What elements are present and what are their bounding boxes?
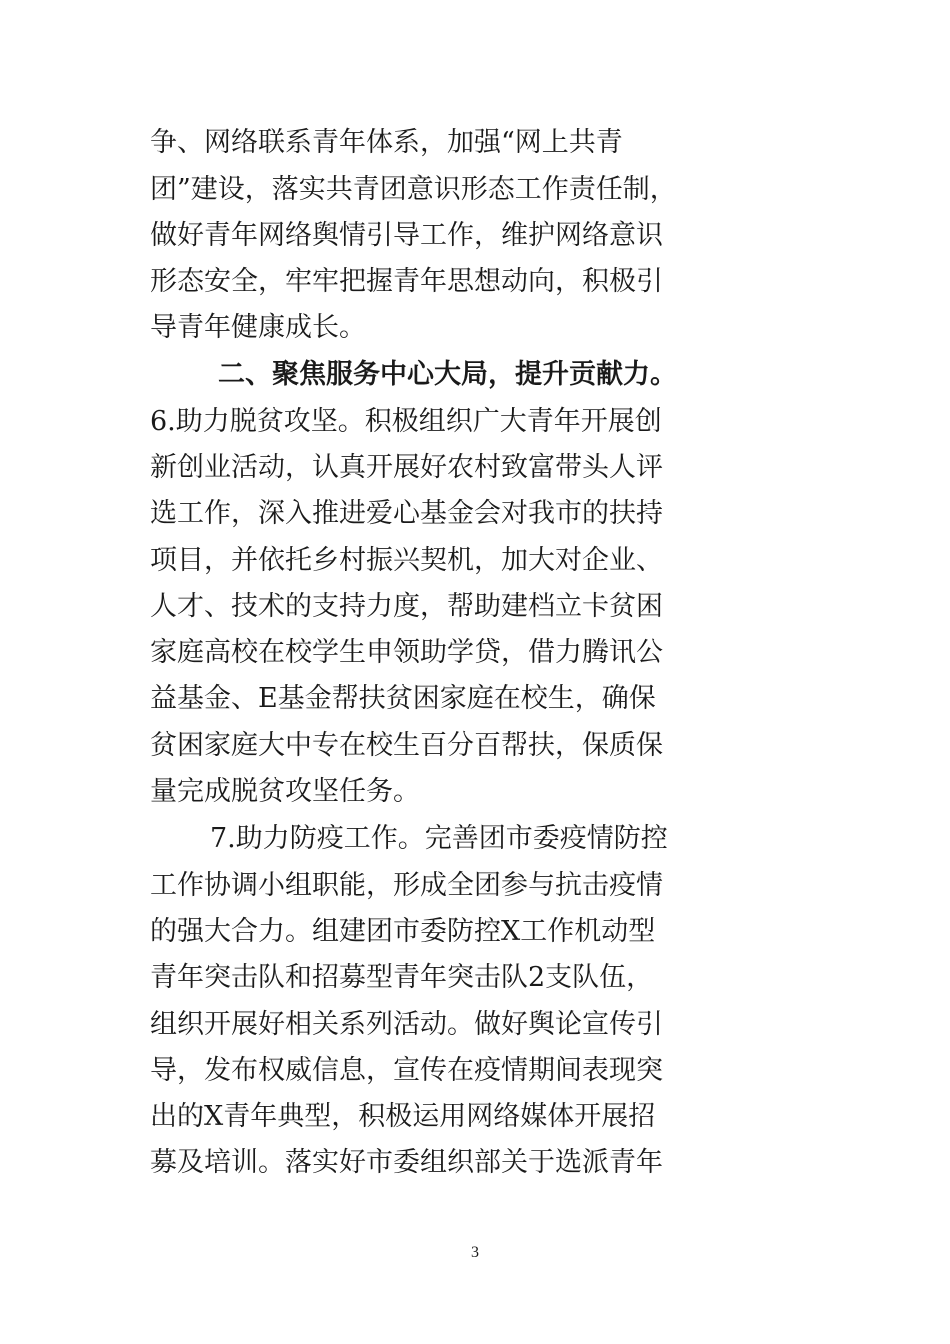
text-line: 形态安全，牢牢把握青年思想动向，积极引 — [150, 266, 663, 297]
text-line: 做好青年网络舆情引导工作，维护网络意识 — [150, 220, 663, 251]
text-line: 量完成脱贫攻坚任务。 — [150, 776, 420, 807]
text-line: 新创业活动，认真开展好农村致富带头人评 — [150, 452, 663, 483]
text-line: 青年突击队和招募型青年突击队2支队伍， — [150, 962, 654, 993]
text-line: 争、网络联系青年体系，加强“网上共青 — [150, 127, 623, 158]
page-number: 3 — [471, 1244, 479, 1261]
text-line: 项目，并依托乡村振兴契机，加大对企业、 — [150, 545, 663, 576]
text-line: 的强大合力。组建团市委防控X工作机动型 — [150, 916, 656, 947]
text-line: 团”建设，落实共青团意识形态工作责任制， — [150, 174, 677, 205]
text-line: 组织开展好相关系列活动。做好舆论宣传引 — [150, 1009, 663, 1040]
text-line: 工作协调小组职能，形成全团参与抗击疫情 — [150, 870, 663, 901]
text-line: 贫困家庭大中专在校生百分百帮扶，保质保 — [150, 730, 663, 761]
text-line: 人才、技术的支持力度，帮助建档立卡贫困 — [150, 591, 663, 622]
text-line: 6.助力脱贫攻坚。积极组织广大青年开展创 — [150, 406, 662, 437]
text-line: 选工作，深入推进爱心基金会对我市的扶持 — [150, 498, 663, 529]
text-line: 募及培训。落实好市委组织部关于选派青年 — [150, 1147, 663, 1178]
text-line: 家庭高校在校学生申领助学贷，借力腾讯公 — [150, 637, 663, 668]
text-line: 导，发布权威信息，宣传在疫情期间表现突 — [150, 1055, 663, 1086]
text-line: 7.助力防疫工作。完善团市委疫情防控 — [210, 823, 668, 854]
text-line: 出的X青年典型，积极运用网络媒体开展招 — [150, 1101, 656, 1132]
text-line: 导青年健康成长。 — [150, 312, 366, 343]
section-heading: 二、聚焦服务中心大局，提升贡献力。 — [218, 359, 677, 390]
text-line: 益基金、E基金帮扶贫困家庭在校生，确保 — [150, 683, 656, 714]
